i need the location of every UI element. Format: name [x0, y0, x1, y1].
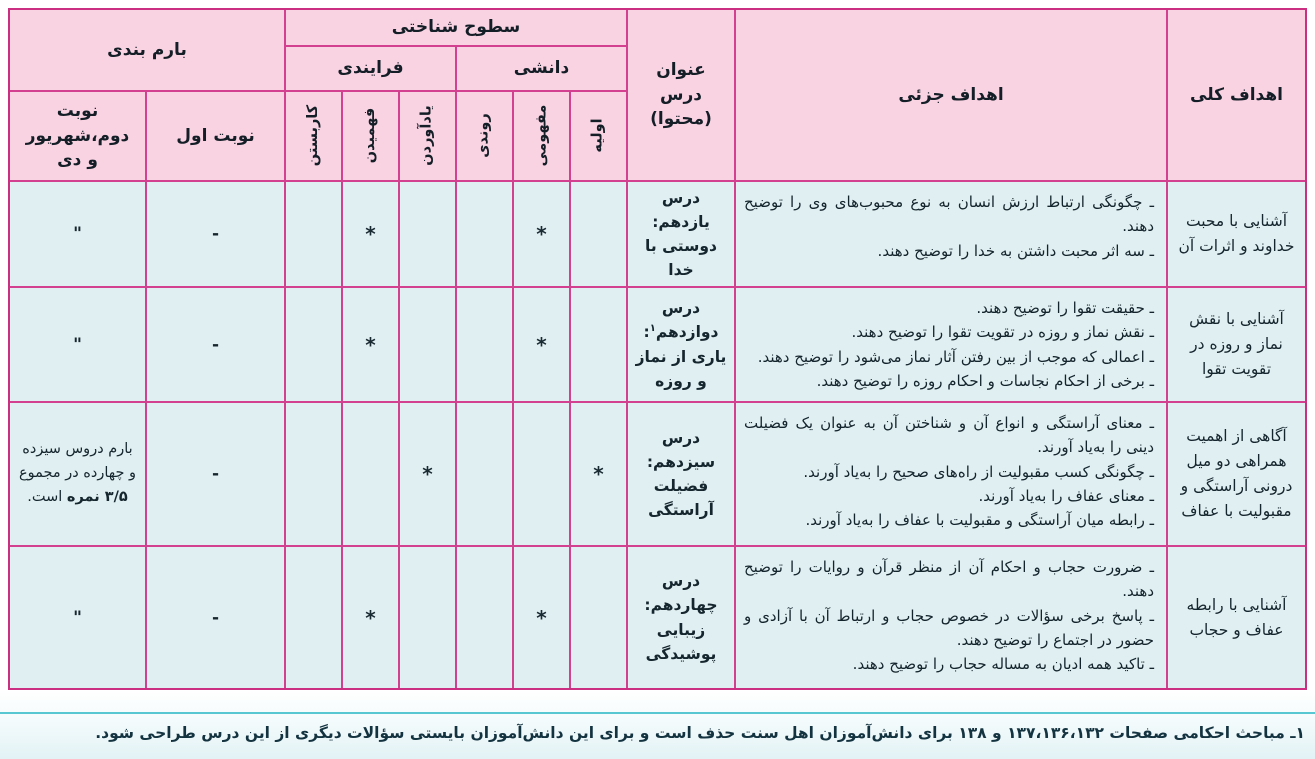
first-term-score-cell: - [147, 403, 284, 545]
objective-line: ـ نقش نماز و روزه در تقویت تقوا را توضیح دهند. [851, 323, 1154, 342]
second-term-score-cell: " [10, 182, 145, 286]
header-cognitive-levels: سطوح شناختی [286, 10, 626, 45]
header-lesson-title: عنوان درس (محتوا) [628, 10, 734, 180]
score-note-pre: بارم دروس سیزده و چهارده در مجموع [18, 441, 137, 482]
level-mark-understanding: * [343, 182, 398, 286]
objectives-cell [736, 547, 1166, 688]
header-level-procedural-label: روندی [476, 113, 492, 159]
level-mark-applying [286, 288, 341, 401]
header-second-term: نوبت دوم،شهریور و دی [10, 92, 145, 180]
level-mark-initial: * [571, 403, 626, 545]
header-level-procedural [457, 92, 512, 180]
header-level-understanding [343, 92, 398, 180]
header-process-group: فرایندی [286, 47, 455, 90]
lesson-title-cell: درس یازدهم: دوستی با خدا [628, 182, 734, 286]
level-mark-remembering [400, 182, 455, 286]
level-mark-initial [571, 547, 626, 688]
lesson-title-text [632, 296, 730, 392]
header-level-understanding-label: فهمیدن [361, 108, 378, 164]
general-objective-cell: آشنایی با محبت خداوند و اثرات آن [1168, 182, 1305, 286]
header-partial-objectives: اهداف جزئی [736, 10, 1166, 180]
objective-line: ـ معنای آراستگی و انواع آن و شناختن آن به عنوان یک فضیلت دینی را به‌یاد آورند. [744, 414, 1154, 457]
level-mark-understanding: * [343, 288, 398, 401]
level-mark-conceptual: * [514, 547, 569, 688]
objective-line: ـ سه اثر محبت داشتن به خدا را توضیح دهند. [877, 241, 1154, 260]
general-objective-cell: آشنایی با رابطه عفاف و حجاب [1168, 547, 1305, 688]
second-term-score-cell [10, 403, 145, 545]
objective-line: ـ چگونگی کسب مقبولیت از راه‌های صحیح را به‌یاد آورند. [803, 462, 1154, 481]
header-level-applying [286, 92, 341, 180]
curriculum-barem-table [8, 8, 1307, 690]
level-mark-initial [571, 182, 626, 286]
footnote-text: ۱ـ مباحث احکامی صفحات ۱۳۷،۱۳۶،۱۳۲ و ۱۳۸ برای دانش‌آموزان اهل سنت حذف است و برای این دانش‌آموزان بایستی سؤالات دیگری از این درس طراحی شود. [95, 724, 1305, 742]
first-term-score-cell: - [147, 547, 284, 688]
objective-line: ـ تاکید همه ادیان به مساله حجاب را توضیح دهند. [852, 655, 1154, 674]
lesson-title-post: : یاری از نماز و روزه [635, 323, 727, 390]
level-mark-conceptual [514, 403, 569, 545]
level-mark-initial [571, 288, 626, 401]
lesson-title-cell [628, 288, 734, 401]
objective-line: ـ اعمالی که موجب از بین رفتن آثار نماز می‌شود را توضیح دهند. [757, 347, 1154, 366]
objective-line: ـ حقیقت تقوا را توضیح دهند. [976, 299, 1154, 317]
level-mark-understanding [343, 403, 398, 545]
header-level-initial [571, 92, 626, 180]
objective-line: ـ چگونگی ارتباط ارزش انسان به نوع محبوب‌های وی را توضیح دهند. [744, 193, 1154, 236]
header-knowledge-group: دانشی [457, 47, 626, 90]
objective-line: ـ پاسخ برخی سؤالات در خصوص حجاب و ارتباط آن با آزادی و حضور در اجتماع را توضیح دهند. [744, 606, 1154, 649]
level-mark-procedural [457, 403, 512, 545]
header-level-initial-label: اولیه [590, 118, 606, 154]
header-first-term: نوبت اول [147, 92, 284, 180]
level-mark-applying [286, 547, 341, 688]
level-mark-conceptual: * [514, 288, 569, 401]
objective-line: ـ برخی از احکام نجاسات و احکام روزه را توضیح دهند. [816, 371, 1154, 390]
level-mark-procedural [457, 182, 512, 286]
level-mark-remembering [400, 547, 455, 688]
level-mark-conceptual: * [514, 182, 569, 286]
lesson-title-pre: درس دوازدهم [655, 299, 719, 342]
level-mark-applying [286, 182, 341, 286]
score-note-value: ۳/۵ نمره [66, 488, 128, 505]
objectives-cell [736, 403, 1166, 545]
footer-strip [0, 690, 1315, 759]
objective-line: ـ معنای عفاف را به‌یاد آورند. [978, 486, 1154, 505]
header-level-remembering [400, 92, 455, 180]
first-term-score-cell: - [147, 288, 284, 401]
header-scoring: بارم بندی [10, 10, 284, 90]
lesson-title-cell: درس سیزدهم: فضیلت آراستگی [628, 403, 734, 545]
level-mark-remembering: * [400, 403, 455, 545]
level-mark-procedural [457, 547, 512, 688]
score-note-post: است. [27, 488, 67, 505]
general-objective-cell: آشنایی با نقش نماز و روزه در تقویت تقوا [1168, 288, 1305, 401]
footer-divider-rule [0, 712, 1315, 714]
header-level-conceptual [514, 92, 569, 180]
second-term-score-note [10, 434, 145, 514]
first-term-score-cell: - [147, 182, 284, 286]
general-objective-cell: آگاهی از اهمیت همراهی دو میل درونی آراستگی و مقبولیت با عفاف [1168, 403, 1305, 545]
header-level-applying-label: کاربستن [304, 105, 321, 167]
lesson-title-cell: درس چهاردهم: زیبایی پوشیدگی [628, 547, 734, 688]
objectives-cell [736, 288, 1166, 401]
objective-line: ـ رابطه میان آراستگی و مقبولیت با عفاف را به‌یاد آورند. [805, 511, 1154, 530]
level-mark-procedural [457, 288, 512, 401]
header-level-remembering-label: یادآوردن [418, 105, 435, 167]
header-level-conceptual-label: مفهومی [532, 105, 549, 167]
level-mark-applying [286, 403, 341, 545]
second-term-score-cell: " [10, 547, 145, 688]
header-general-objectives: اهداف کلی [1168, 10, 1305, 180]
objective-line: ـ ضرورت حجاب و احکام آن از منظر قرآن و روایات را توضیح دهند. [744, 558, 1154, 601]
level-mark-remembering [400, 288, 455, 401]
objectives-cell [736, 182, 1166, 286]
level-mark-understanding: * [343, 547, 398, 688]
second-term-score-cell: " [10, 288, 145, 401]
footnote-ref-marker: ۱ [649, 323, 656, 335]
